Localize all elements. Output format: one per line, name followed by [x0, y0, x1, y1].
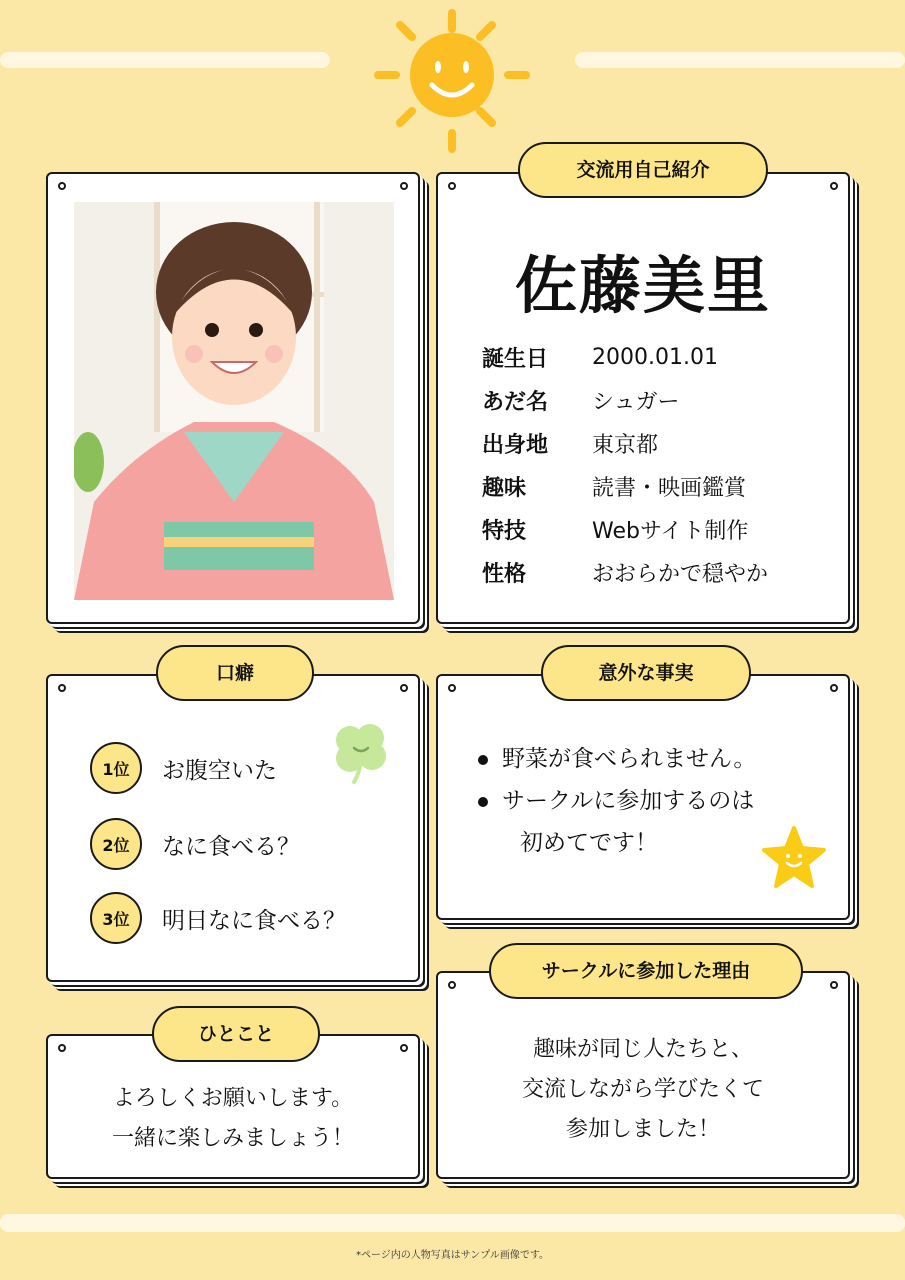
info-row — [482, 508, 768, 551]
info-row — [482, 551, 768, 594]
catchphrase-item — [90, 742, 277, 794]
catchphrase-item — [90, 892, 346, 944]
message-line: 一緒に楽しみましょう！ — [111, 1126, 354, 1151]
pin-dot — [448, 684, 456, 692]
fact-item: サークルに参加するのは — [478, 780, 754, 822]
facts-card — [436, 674, 850, 920]
person-name: 佐藤美里 — [514, 249, 771, 322]
pin-dot — [400, 182, 408, 190]
info-row — [482, 336, 768, 379]
pin-dot — [830, 981, 838, 989]
catchphrase-text: 明日なに食べる？ — [162, 907, 346, 934]
star-icon — [760, 824, 828, 890]
catchphrase-card — [46, 674, 420, 982]
top-stripe-left — [0, 52, 330, 68]
info-label: 性格 — [482, 562, 527, 587]
pin-dot — [448, 182, 456, 190]
pin-dot — [830, 182, 838, 190]
pin-dot — [830, 684, 838, 692]
pin-dot — [448, 981, 456, 989]
pin-dot — [58, 182, 66, 190]
reason-line: 趣味が同じ人たちと、 — [532, 1037, 753, 1062]
top-stripe-right — [575, 52, 905, 68]
message-line: よろしくお願いします。 — [112, 1086, 354, 1111]
pin-dot — [58, 1044, 66, 1052]
facts-title-tab: 意外な事実 — [541, 645, 751, 701]
profile-card — [436, 172, 850, 624]
clover-icon — [330, 718, 392, 784]
info-label: 出身地 — [482, 433, 549, 458]
reason-line: 交流しながら学びたくて — [521, 1077, 764, 1102]
info-label: 趣味 — [482, 476, 527, 501]
catchphrase-title-tab: 口癖 — [156, 645, 314, 701]
reason-line: 参加しました！ — [565, 1117, 720, 1142]
footnote: *ページ内の人物写真はサンプル画像です。 — [355, 1250, 550, 1261]
info-label: 特技 — [482, 519, 527, 544]
catchphrase-text: なに食べる？ — [162, 833, 300, 860]
info-value: 読書・映画鑑賞 — [592, 476, 747, 501]
bullet-dot — [478, 797, 488, 807]
pin-dot — [400, 1044, 408, 1052]
info-label: 誕生日 — [482, 347, 549, 372]
reason-card — [436, 971, 850, 1179]
info-row — [482, 465, 768, 508]
sun-icon — [370, 5, 535, 160]
fact-item: 野菜が食べられません。 — [478, 738, 756, 780]
info-value: シュガー — [592, 390, 680, 415]
photo-card — [46, 172, 420, 624]
portrait-photo — [74, 202, 394, 600]
rank-badge: 2位 — [90, 818, 142, 870]
catchphrase-item — [90, 818, 300, 870]
info-value: 2000.01.01 — [592, 345, 718, 370]
rank-badge: 1位 — [90, 742, 142, 794]
fact-item-continuation: 初めてです！ — [520, 830, 658, 856]
info-row — [482, 422, 768, 465]
profile-title-tab: 交流用自己紹介 — [518, 142, 768, 198]
info-value: おおらかで穏やか — [592, 562, 769, 587]
bullet-dot — [478, 755, 488, 765]
rank-badge: 3位 — [90, 892, 142, 944]
info-row — [482, 379, 768, 422]
info-value: Webサイト制作 — [592, 519, 749, 544]
message-title-tab: ひとこと — [152, 1006, 320, 1062]
reason-title-tab: サークルに参加した理由 — [489, 943, 803, 999]
pin-dot — [400, 684, 408, 692]
info-value: 東京都 — [592, 433, 659, 458]
catchphrase-text: お腹空いた — [162, 757, 277, 784]
profile-info-list — [482, 336, 768, 594]
info-label: あだ名 — [482, 390, 549, 415]
pin-dot — [58, 684, 66, 692]
bottom-stripe — [0, 1214, 905, 1232]
